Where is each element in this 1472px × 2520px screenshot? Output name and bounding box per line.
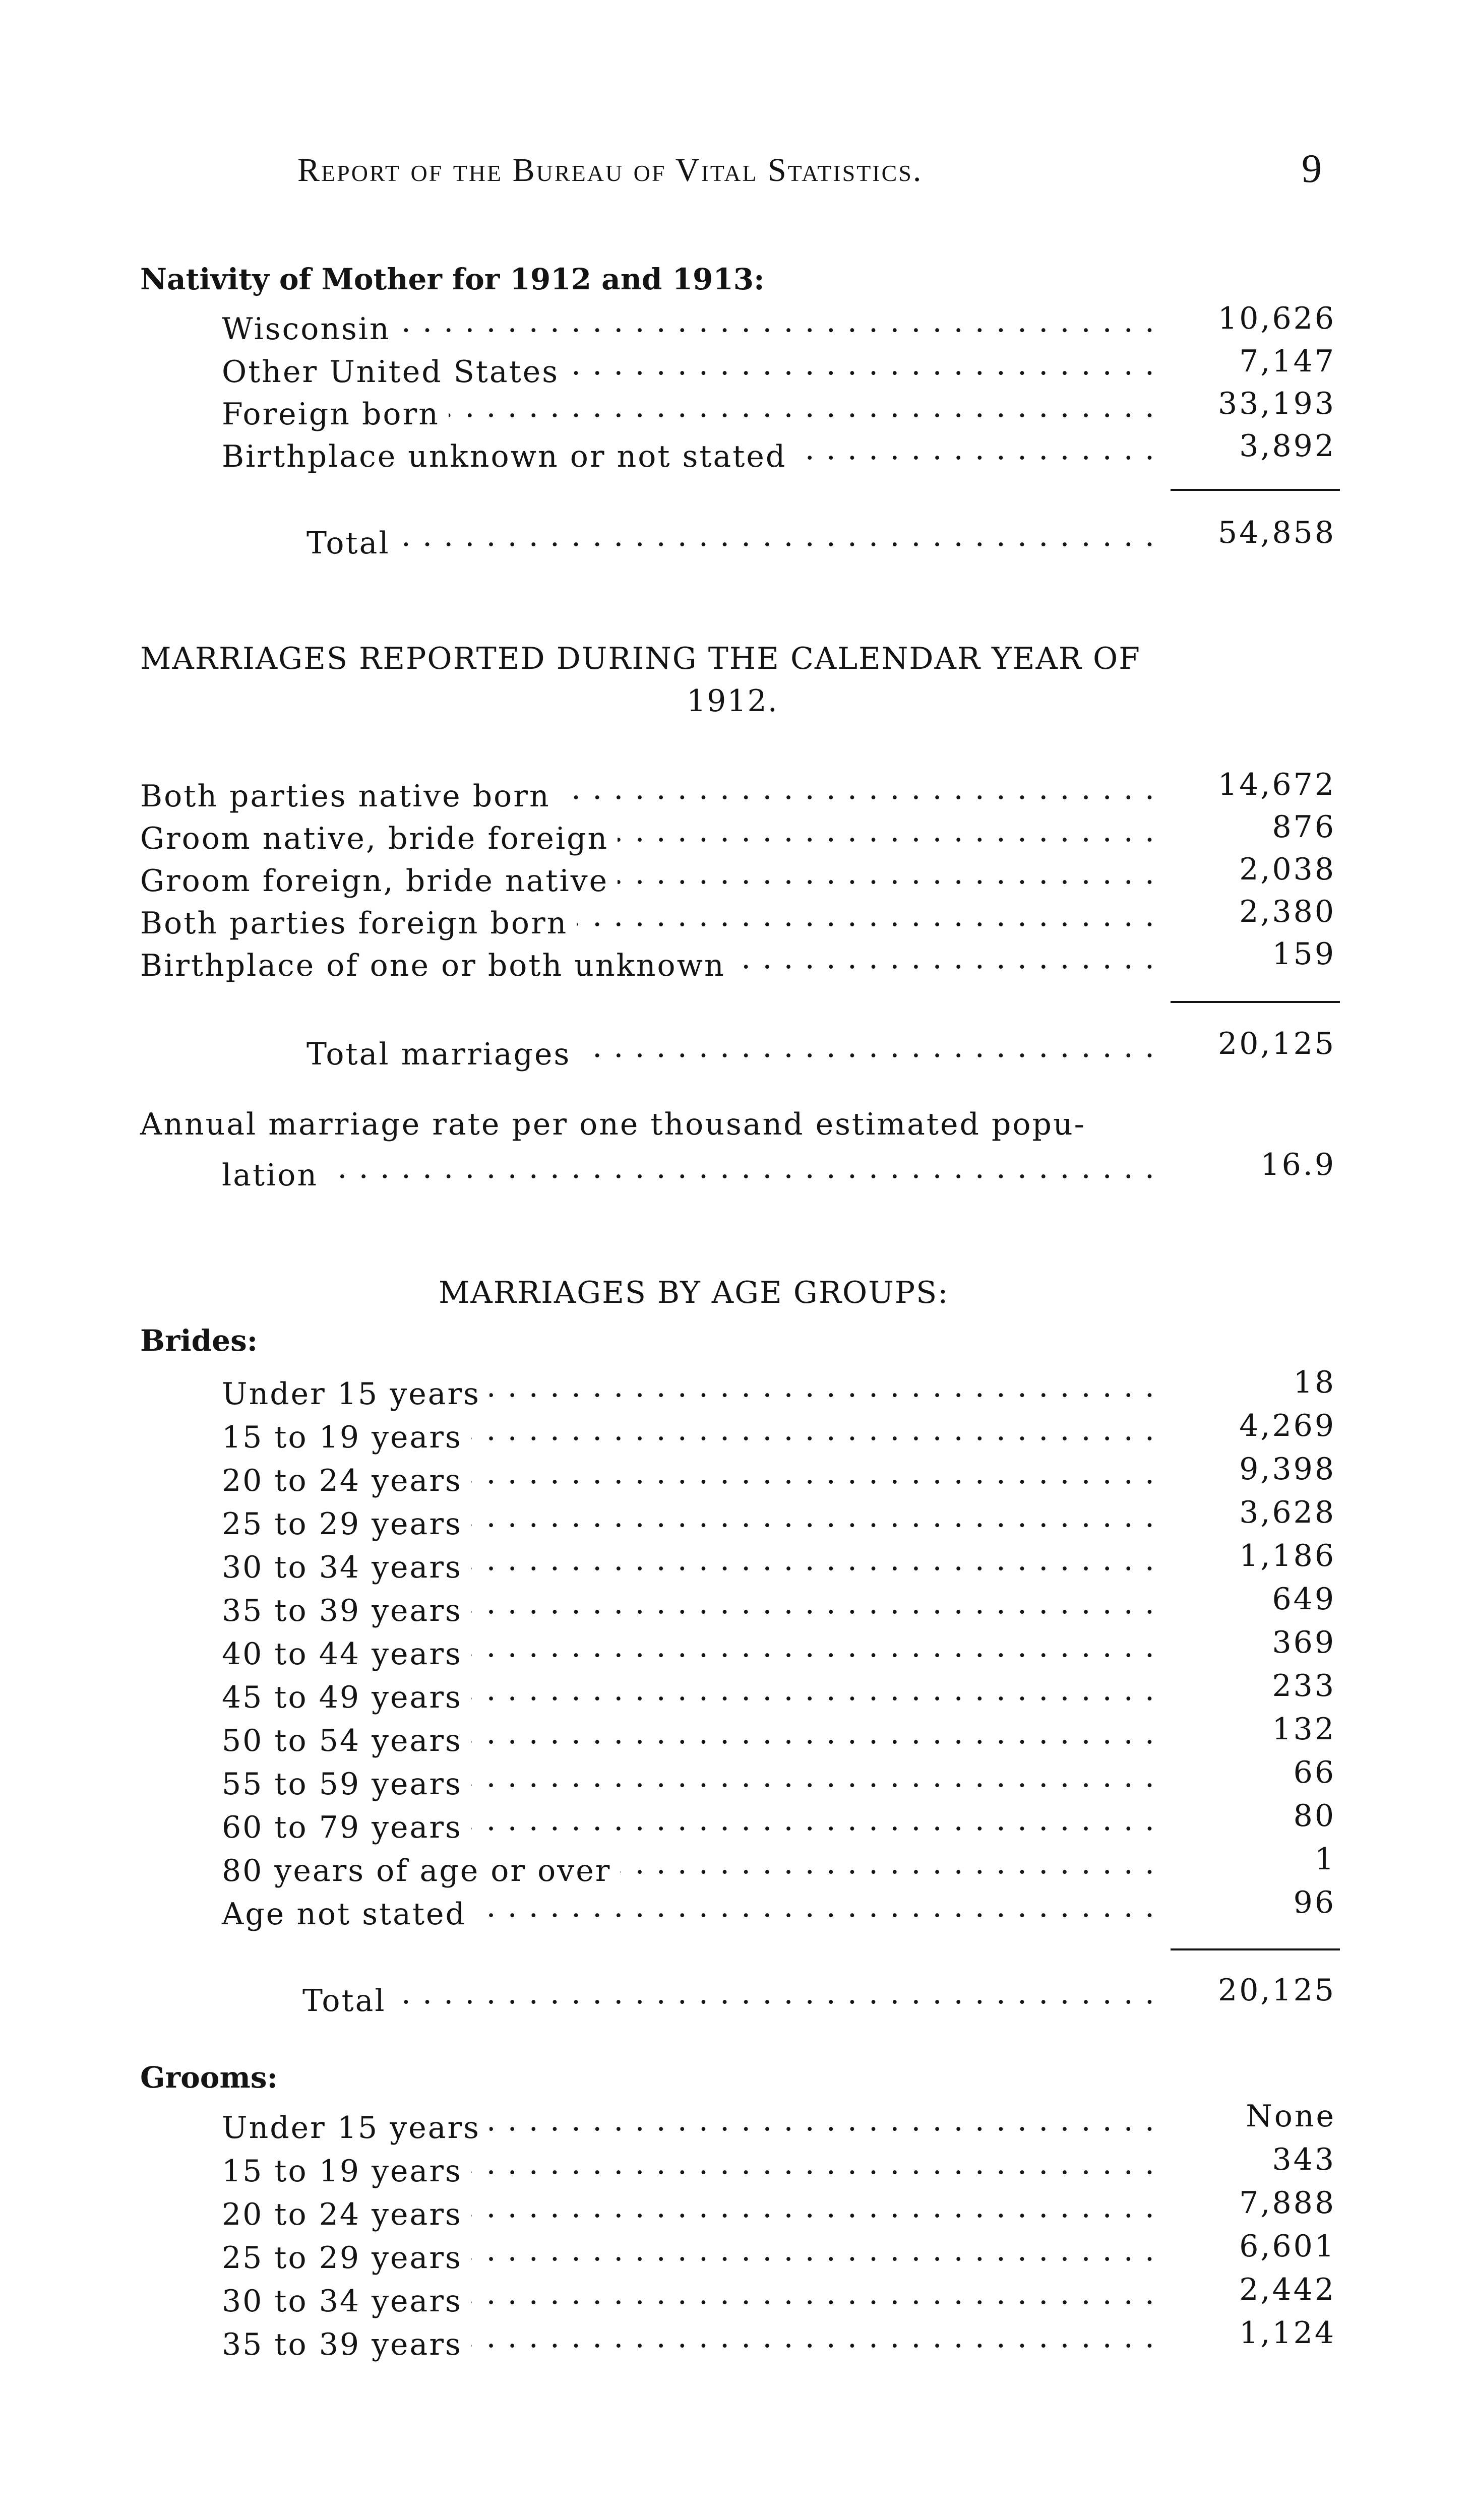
row-label: Groom foreign, bride native [140, 863, 609, 899]
table-row [222, 389, 1164, 432]
table-row [140, 813, 1164, 854]
leader-dots [620, 1846, 1155, 1881]
table-row [222, 2233, 1164, 2276]
row-label: Other United States [222, 354, 560, 390]
row-value: 96 [1293, 1885, 1336, 1920]
row-value: 4,269 [1239, 1408, 1336, 1443]
row-value: 3,628 [1239, 1495, 1336, 1530]
row-label: 40 to 44 years [222, 1636, 462, 1672]
leader-dots [471, 2189, 1155, 2225]
marriage-rate-line1: Annual marriage rate per one thousand estimated popu- [140, 1107, 1086, 1142]
nativity-heading: Nativity of Mother for 1912 and 1913: [140, 262, 765, 296]
table-row [222, 2189, 1164, 2230]
total-row [306, 1029, 1164, 1072]
leader-dots [471, 2146, 1155, 2181]
row-label: 50 to 54 years [222, 1723, 462, 1758]
table-row [222, 1802, 1164, 1843]
marriage-rate-line2: lation [222, 1158, 319, 1193]
row-label: 25 to 29 years [222, 1506, 462, 1542]
total-value: 54,858 [1218, 515, 1336, 550]
row-value: 2,038 [1239, 852, 1336, 887]
row-label: Both parties native born [140, 779, 550, 814]
leader-dots [560, 771, 1155, 806]
leader-dots [795, 431, 1155, 467]
row-label: Foreign born [222, 397, 440, 432]
leader-dots [471, 1716, 1155, 1751]
leader-dots [618, 856, 1155, 891]
leader-dots [471, 2233, 1155, 2268]
row-label: Under 15 years [222, 1376, 480, 1412]
row-value: 7,888 [1239, 2185, 1336, 2221]
brides-heading: Brides: [140, 1324, 258, 1358]
row-label: 35 to 39 years [222, 2327, 462, 2362]
table-row [222, 1759, 1164, 1802]
row-value: 343 [1272, 2142, 1336, 2177]
leader-dots [471, 2319, 1155, 2355]
leader-dots [471, 1672, 1155, 1708]
row-value: 649 [1272, 1582, 1336, 1617]
leader-dots [489, 2103, 1155, 2138]
row-value: 1,124 [1239, 2315, 1336, 2351]
total-label: Total marriages [306, 1037, 571, 1072]
row-value: 2,380 [1239, 894, 1336, 929]
leader-dots [399, 518, 1155, 553]
table-row [222, 1672, 1164, 1713]
table-row [222, 347, 1164, 390]
table-row [222, 1889, 1164, 1932]
table-row [140, 940, 1164, 981]
total-label: Total [302, 1983, 386, 2019]
leader-dots [400, 304, 1155, 339]
row-label: 35 to 39 years [222, 1593, 462, 1628]
row-value: 233 [1272, 1668, 1336, 1704]
row-value: 2,442 [1239, 2272, 1336, 2307]
row-label: 30 to 34 years [222, 1550, 462, 1585]
row-value: 14,672 [1218, 767, 1336, 802]
row-value: 6,601 [1239, 2229, 1336, 2264]
row-value: 3,892 [1239, 428, 1336, 464]
row-value: 132 [1272, 1712, 1336, 1747]
grooms-heading: Grooms: [140, 2060, 278, 2095]
row-label: Age not stated [222, 1897, 466, 1932]
row-label: Wisconsin [222, 311, 391, 347]
table-row [222, 1456, 1164, 1496]
age-groups-heading: MARRIAGES BY AGE GROUPS: [439, 1275, 949, 1310]
row-label: 60 to 79 years [222, 1810, 462, 1845]
row-value: 159 [1272, 936, 1336, 972]
total-row [302, 1976, 1164, 2019]
row-label: 80 years of age or over [222, 1853, 611, 1888]
leader-dots [475, 1889, 1155, 1924]
total-row [306, 518, 1164, 561]
row-label: 55 to 59 years [222, 1767, 462, 1802]
row-value: 66 [1293, 1755, 1336, 1790]
table-row [222, 1369, 1164, 1412]
row-value: 876 [1272, 809, 1336, 845]
leader-dots [618, 813, 1155, 849]
row-label: Both parties foreign born [140, 906, 568, 941]
total-value: 20,125 [1218, 1026, 1336, 1061]
row-label: 30 to 34 years [222, 2284, 462, 2319]
running-title: Report of the Bureau of Vital Statistics. [297, 152, 923, 188]
row-label: 25 to 29 years [222, 2240, 462, 2276]
row-value: 7,147 [1239, 344, 1336, 379]
table-row [222, 2146, 1164, 2189]
table-row [222, 1542, 1164, 1583]
leader-dots [471, 2276, 1155, 2311]
leader-dots [471, 1802, 1155, 1838]
total-rule [1171, 1948, 1340, 1950]
marriages-heading-line2: 1912. [687, 683, 778, 719]
table-row [222, 1716, 1164, 1756]
total-label: Total [306, 526, 390, 561]
row-label: 15 to 19 years [222, 2154, 462, 2189]
row-value: 1,186 [1239, 1538, 1336, 1573]
row-value: 33,193 [1218, 386, 1336, 421]
total-value: 20,125 [1218, 1973, 1336, 2008]
table-row [222, 1846, 1164, 1886]
row-label: Groom native, bride foreign [140, 821, 609, 856]
leader-dots [489, 1369, 1155, 1404]
leader-dots [471, 1759, 1155, 1794]
table-row [140, 771, 1164, 814]
leader-dots [327, 1150, 1155, 1185]
table-row [222, 2319, 1164, 2360]
table-row [222, 1629, 1164, 1672]
table-row [222, 2276, 1164, 2319]
row-label: 20 to 24 years [222, 2197, 462, 2232]
table-row [222, 1499, 1164, 1542]
leader-dots [471, 1456, 1155, 1491]
leader-dots [395, 1976, 1155, 2011]
row-value: 369 [1272, 1625, 1336, 1660]
row-value: 9,398 [1239, 1452, 1336, 1487]
row-value: 1 [1314, 1842, 1336, 1877]
row-label: Under 15 years [222, 2110, 480, 2146]
row-label: Birthplace of one or both unknown [140, 948, 725, 983]
row-label: 15 to 19 years [222, 1420, 462, 1455]
leader-dots [734, 940, 1155, 976]
table-row [222, 1586, 1164, 1626]
leader-dots [580, 1029, 1155, 1064]
row-label: 45 to 49 years [222, 1680, 462, 1715]
leader-dots [471, 1542, 1155, 1578]
row-value: 18 [1293, 1365, 1336, 1400]
leader-dots [577, 898, 1155, 933]
page-number: 9 [1302, 147, 1322, 191]
leader-dots [568, 347, 1155, 382]
row-value: 80 [1293, 1798, 1336, 1834]
marriage-rate-value: 16.9 [1260, 1147, 1336, 1182]
table-row [140, 898, 1164, 941]
marriages-heading-line1: MARRIAGES REPORTED DURING THE CALENDAR YEAR OF [140, 641, 1141, 676]
leader-dots [449, 389, 1155, 424]
row-label: Birthplace unknown or not stated [222, 439, 787, 474]
leader-dots [471, 1586, 1155, 1621]
row-value: 10,626 [1218, 301, 1336, 336]
leader-dots [471, 1629, 1155, 1664]
total-rule [1171, 489, 1340, 491]
leader-dots [471, 1499, 1155, 1534]
marriage-rate-row [222, 1150, 1164, 1193]
total-rule [1171, 1001, 1340, 1003]
table-row [222, 2103, 1164, 2146]
table-row [222, 431, 1164, 472]
table-row [222, 304, 1164, 347]
table-row [222, 1412, 1164, 1453]
table-row [140, 856, 1164, 899]
row-value: None [1246, 2099, 1336, 2134]
leader-dots [471, 1412, 1155, 1447]
row-label: 20 to 24 years [222, 1463, 462, 1498]
